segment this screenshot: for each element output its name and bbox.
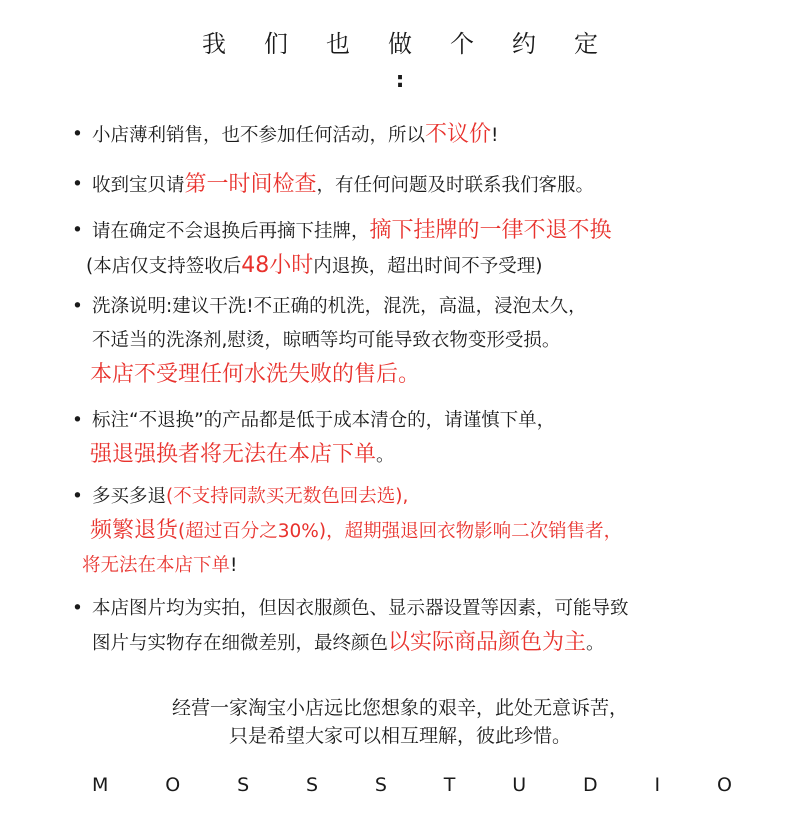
rule-2-end: ，有任何问题及时联系我们客服。: [316, 175, 595, 196]
rule-1-end: !: [491, 125, 499, 146]
brand-letter: D: [583, 774, 598, 796]
brand-letter: S: [305, 774, 319, 796]
rule-7-highlight: 以实际商品颜色为主: [388, 630, 587, 655]
bullet: •: [72, 220, 83, 241]
brand-name: [92, 774, 732, 796]
rule-2-highlight: 第一时间检查: [184, 172, 317, 197]
bullet: •: [72, 598, 83, 619]
rule-6-end: !: [230, 555, 238, 576]
rule-4-highlight: 本店不受理任何水洗失败的售后。: [90, 362, 421, 387]
page-title: 我们也做个约定: [202, 30, 636, 58]
closing-line-2: 只是希望大家可以相互理解，彼此珍惜。: [228, 725, 571, 747]
bullet: •: [72, 486, 83, 507]
bullet: •: [72, 410, 83, 431]
title-colon: :: [395, 68, 405, 93]
brand-letter: U: [512, 774, 527, 796]
brand-letter: I: [654, 774, 661, 796]
rule-4-line1: 洗涤说明:建议干洗!不正确的机洗，混洗，高温，浸泡太久，: [92, 296, 587, 317]
rule-7-end: 。: [586, 633, 605, 654]
brand-letter: S: [237, 774, 250, 796]
brand-letter: S: [374, 774, 387, 796]
rule-1-text: 小店薄利销售，也不参加任何活动，所以: [92, 125, 426, 146]
rule-1-highlight: 不议价: [425, 122, 492, 147]
rule-3-text: 请在确定不会退换后再摘下挂牌，: [92, 221, 370, 242]
brand-letter: M: [92, 774, 109, 796]
rule-6: [72, 480, 772, 583]
rule-6-text: 多买多退: [92, 486, 167, 507]
bullet: •: [72, 124, 83, 145]
rule-6-highlight: (不支持同款买无数色回去选),: [166, 486, 409, 507]
rule-2-text: 收到宝贝请: [92, 175, 185, 196]
closing-line-1: 经营一家淘宝小店远比您想象的艰辛，此处无意诉苦，: [171, 697, 628, 719]
bullet: •: [72, 174, 83, 195]
rule-5-end: 。: [376, 445, 395, 466]
rule-7-line2: 图片与实物存在细微差别，最终颜色: [92, 633, 389, 654]
rule-3-highlight: 摘下挂牌的一律不退不换: [369, 218, 612, 243]
rule-6-ban: 将无法在本店下单: [82, 555, 231, 576]
rule-7: [72, 592, 772, 661]
rule-2: [72, 168, 772, 203]
rule-4: [72, 290, 772, 392]
rule-6-detail: (超过百分之30%)，超期强退回衣物影响二次销售者，: [178, 521, 623, 542]
rule-5-highlight: 强退强换者将无法在本店下单: [90, 442, 377, 467]
rule-7-line1: 本店图片均为实拍，但因衣服颜色、显示器设置等因素，可能导致: [92, 598, 629, 619]
closing-message: [0, 694, 800, 750]
rule-3-hours: 48小时: [241, 253, 314, 278]
rule-4-line2: 不适当的洗涤剂,慰烫，晾晒等均可能导致衣物变形受损。: [92, 330, 561, 351]
rule-5-text: 标注“不退换”的产品都是低于成本清仓的，请谨慎下单，: [92, 410, 556, 431]
rule-1: [72, 118, 772, 153]
rule-3-note-end: 内退换，超出时间不予受理): [313, 256, 543, 277]
brand-letter: O: [165, 774, 181, 796]
rule-5: [72, 404, 772, 473]
rule-3-note: (本店仅支持签收后: [86, 256, 242, 277]
brand-letter: T: [443, 774, 456, 796]
rule-6-frequent: 频繁退货: [90, 518, 179, 543]
brand-letter: O: [716, 774, 732, 796]
bullet: •: [72, 296, 83, 317]
rule-3: [72, 214, 772, 284]
